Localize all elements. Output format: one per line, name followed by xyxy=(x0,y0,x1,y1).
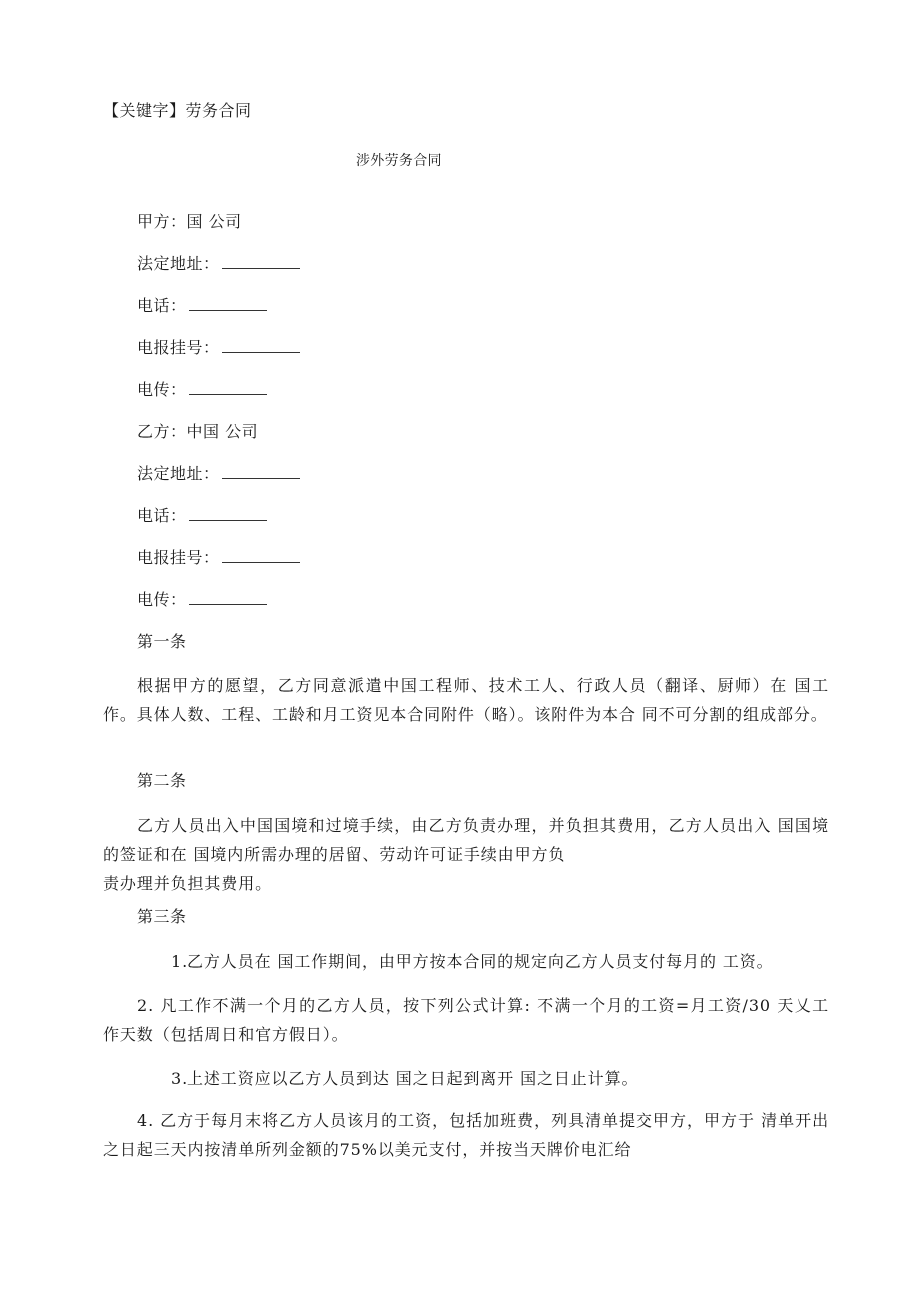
party-b-telegraph-blank xyxy=(222,548,300,563)
article-3-item-4 xyxy=(103,1106,829,1164)
item-number: 4. xyxy=(137,1111,155,1130)
article-2-text xyxy=(103,811,829,898)
party-b-telex-label: 电传： xyxy=(137,590,187,609)
item-number: 1. xyxy=(171,952,189,971)
item-text: 上述工资应以乙方人员到达 国之日起到离开 国之日止计算。 xyxy=(187,1069,639,1088)
party-a-phone-label: 电话： xyxy=(137,296,187,315)
party-a-phone-blank xyxy=(189,296,267,311)
article-2-text-tail: 责办理并负担其费用。 xyxy=(103,874,273,893)
article-3-item-1 xyxy=(103,947,829,976)
item-text: 乙方人员在 国工作期间，由甲方按本合同的规定向乙方人员支付每月的 工资。 xyxy=(187,952,774,971)
article-2-text-main: 乙方人员出入中国国境和过境手续，由乙方负责办理，并负担其费用，乙方人员出入 国国境的签证和在 国境内所需办理的居留、劳动许可证手续由甲方负 xyxy=(103,816,829,864)
party-b-name: 乙方：中国 公司 xyxy=(137,422,259,441)
article-3-item-3 xyxy=(103,1064,829,1093)
party-a-telegraph xyxy=(137,338,300,358)
party-b-address-blank xyxy=(222,464,300,479)
item-text: 凡工作不满一个月的乙方人员，按下列公式计算: 不满一个月的工资=月工资/30 天乂工作天数（包括周日和官方假日）。 xyxy=(103,996,829,1044)
party-b-phone xyxy=(137,506,267,526)
party-b-address-label: 法定地址： xyxy=(137,464,220,483)
article-3-heading: 第三条 xyxy=(137,907,187,926)
party-a-telex-label: 电传： xyxy=(137,380,187,399)
article-2-heading: 第二条 xyxy=(137,771,187,790)
party-b-telegraph-label: 电报挂号： xyxy=(137,548,220,567)
article-1-heading: 第一条 xyxy=(137,632,187,651)
party-a-telex-blank xyxy=(189,380,267,395)
party-a-telegraph-blank xyxy=(222,338,300,353)
party-a-name: 甲方：国 公司 xyxy=(137,212,242,231)
party-b-telex xyxy=(137,590,267,610)
keyword-line: 【关键字】劳务合同 xyxy=(103,101,252,120)
party-a-address xyxy=(137,254,300,274)
item-number: 3. xyxy=(171,1069,189,1088)
party-a-address-label: 法定地址： xyxy=(137,254,220,273)
party-a-telex xyxy=(137,380,267,400)
document-title: 涉外劳务合同 xyxy=(356,153,442,169)
article-1-text: 根据甲方的愿望，乙方同意派遣中国工程师、技术工人、行政人员（翻译、厨师）在 国工作。具体人数、工程、工龄和月工资见本合同附件（略）。该附件为本合 同不可分割的组成部分。 xyxy=(103,676,829,724)
item-text: 乙方于每月末将乙方人员该月的工资，包括加班费，列具清单提交甲方，甲方于 清单开出之日起三天内按清单所列金额的75%以美元支付，并按当天牌价电汇给 xyxy=(103,1111,829,1159)
party-b-telex-blank xyxy=(189,590,267,605)
party-a-telegraph-label: 电报挂号： xyxy=(137,338,220,357)
party-b-telegraph xyxy=(137,548,300,568)
party-a-address-blank xyxy=(222,254,300,269)
item-number: 2. xyxy=(137,996,155,1015)
party-b-address xyxy=(137,464,300,484)
party-b-phone-blank xyxy=(189,506,267,521)
party-a-phone xyxy=(137,296,267,316)
party-b-phone-label: 电话： xyxy=(137,506,187,525)
article-3-item-2 xyxy=(103,991,829,1049)
